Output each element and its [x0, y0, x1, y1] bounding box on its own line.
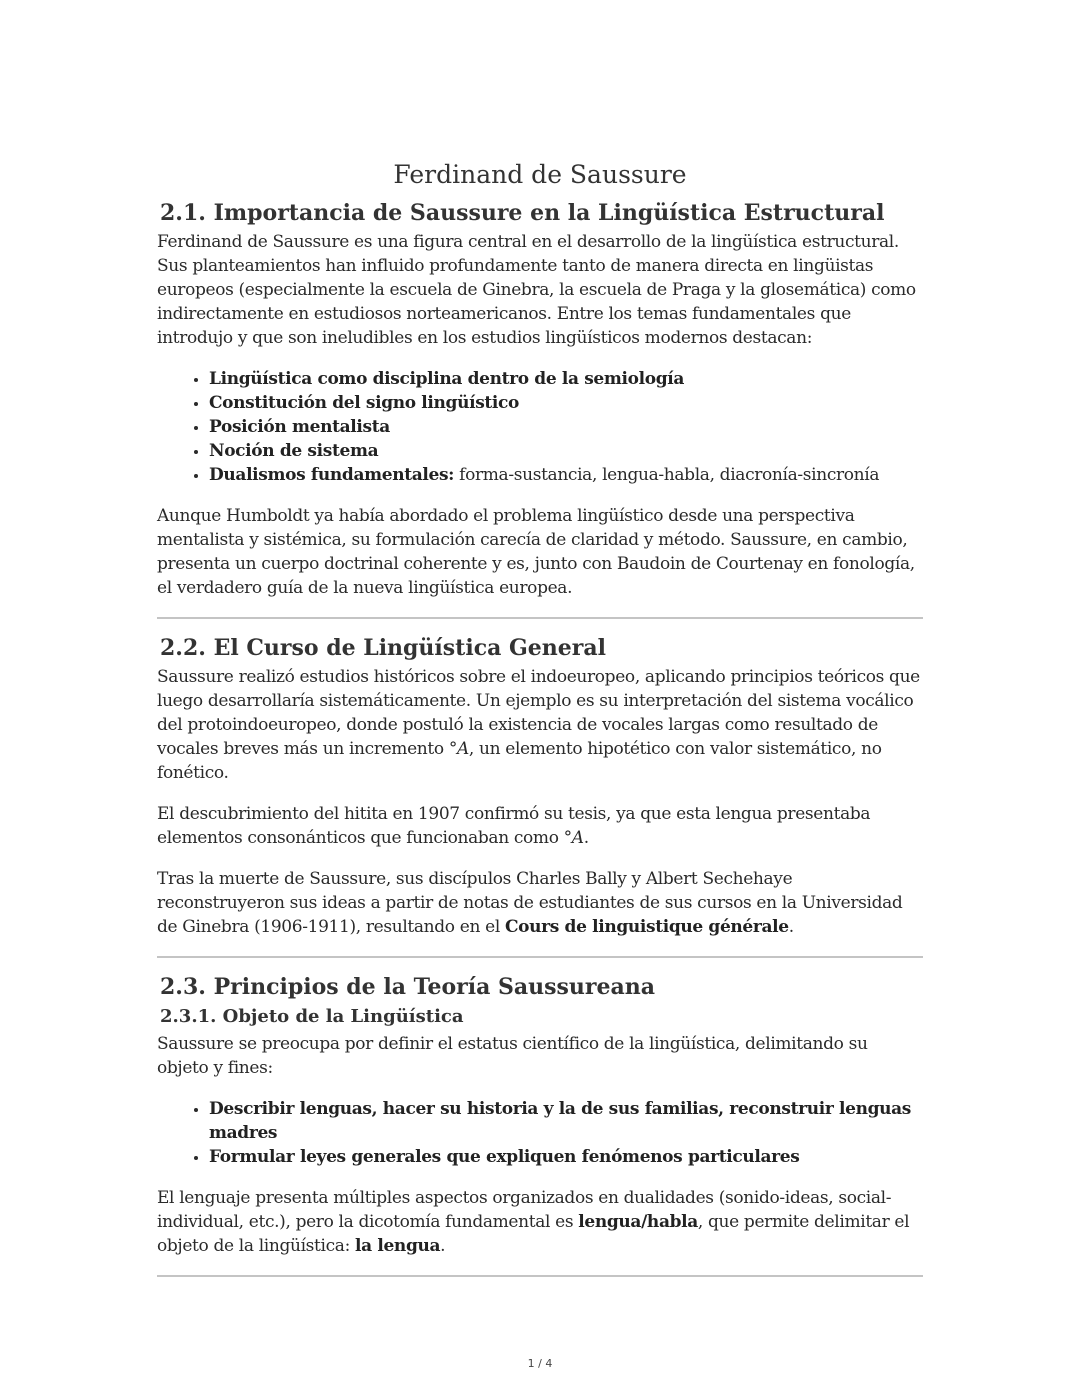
- section-2-3-1-intro: Saussure se preocupa por definir el estatus científico de la lingüística, delimitando su objeto y fines:: [157, 1034, 868, 1078]
- list-item-bold-label: Dualismos fundamentales:: [209, 465, 455, 485]
- section-2-1-intro: Ferdinand de Saussure es una figura central en el desarrollo de la lingüística estructural. Sus planteamientos han influido profundamente tanto de manera directa en lingüistas europeos (especialmente la escuela de Ginebra, la escuela de Praga y la glosemática) como indirectamente en estudiosos norteamericanos. Entre los temas fundamentales que introdujo y que son ineludibles en los estudios lingüísticos modernos destacan:: [157, 232, 916, 348]
- paragraph-text: El lenguaje presenta múltiples aspectos organizados en dualidades (sonido-ideas, social-individual, etc.), pero la dicotomía fundamental es: [157, 1188, 892, 1232]
- section-2-1: [157, 198, 923, 600]
- paragraph-text: .: [440, 1236, 446, 1256]
- list-item-text: Posición mentalista: [209, 417, 390, 437]
- section-2-1-topics-list: [157, 367, 923, 487]
- section-2-3-heading: 2.3. Principios de la Teoría Saussureana: [160, 974, 655, 1000]
- section-divider: [157, 956, 923, 958]
- list-item: [209, 367, 923, 391]
- paragraph-text: , que permite delimitar el objeto de la lingüística:: [157, 1212, 910, 1256]
- paragraph-text: Saussure realizó estudios históricos sobre el indoeuropeo, aplicando principios teóricos que luego desarrollaría sistemáticamente. Un ejemplo es su interpretación del sistema vocálico del protoindoeuropeo, donde postuló la existencia de vocales largas como resultado de vocales breves más un incremento: [157, 667, 920, 759]
- list-item-text: Noción de sistema: [209, 441, 379, 461]
- section-2-3-1-aims-list: [157, 1097, 923, 1169]
- paragraph-text: El descubrimiento del hitita en 1907 confirmó su tesis, ya que esta lengua presentaba elementos consonánticos que funcionaban como: [157, 804, 871, 848]
- paragraph-text: Tras la muerte de Saussure, sus discípulos Charles Bally y Albert Sechehaye reconstruyeron sus ideas a partir de notas de estudiantes de sus cursos en la Universidad de Ginebra (1906-1911), resultando en el: [157, 869, 903, 937]
- list-item: [209, 439, 923, 463]
- paragraph-text: , un elemento hipotético con valor sistemático, no fonético.: [157, 739, 882, 783]
- document-title: Ferdinand de Saussure: [393, 160, 687, 189]
- list-item: [209, 415, 923, 439]
- section-2-2-paragraph-3: [157, 867, 923, 939]
- section-divider: [157, 617, 923, 619]
- list-item-text: Lingüística como disciplina dentro de la semiología: [209, 369, 685, 389]
- list-item: [209, 463, 923, 487]
- section-2-2-heading: 2.2. El Curso de Lingüística General: [160, 635, 606, 661]
- bold-term: lengua/habla: [578, 1212, 698, 1232]
- list-item: [209, 391, 923, 415]
- section-2-3-1-heading: 2.3.1. Objeto de la Lingüística: [160, 1006, 464, 1027]
- bold-term: la lengua: [355, 1236, 441, 1256]
- list-item-text: Describir lenguas, hacer su historia y la de sus familias, reconstruir lenguas madres: [209, 1099, 912, 1143]
- list-item-text: forma-sustancia, lengua-habla, diacronía-sincronía: [454, 465, 880, 485]
- section-2-1-closing: Aunque Humboldt ya había abordado el problema lingüístico desde una perspectiva mentalista y sistémica, su formulación carecía de claridad y método. Saussure, en cambio, presenta un cuerpo doctrinal coherente y es, junto con Baudoin de Courtenay en fonología, el verdadero guía de la nueva lingüística europea.: [157, 506, 915, 598]
- section-2-2-paragraph-2: [157, 802, 923, 850]
- list-item-text: Constitución del signo lingüístico: [209, 393, 520, 413]
- book-title: Cours de linguistique générale: [504, 917, 789, 937]
- list-item-text: Formular leyes generales que expliquen fenómenos particulares: [209, 1147, 800, 1167]
- paragraph-text: .: [788, 917, 794, 937]
- paragraph-text: .: [583, 828, 589, 848]
- section-2-1-heading: 2.1. Importancia de Saussure en la Lingüística Estructural: [160, 200, 885, 226]
- page-number: 1 / 4: [527, 1357, 553, 1370]
- section-2-3: [157, 972, 923, 1258]
- list-item: [209, 1145, 923, 1169]
- section-2-2: [157, 633, 923, 939]
- section-2-2-paragraph-1: [157, 665, 923, 785]
- section-2-3-1-closing: [157, 1186, 923, 1258]
- document-page: [157, 158, 923, 1291]
- list-item: [209, 1097, 923, 1145]
- math-symbol: °A: [563, 828, 584, 848]
- section-divider: [157, 1275, 923, 1277]
- math-symbol: °A: [448, 739, 469, 759]
